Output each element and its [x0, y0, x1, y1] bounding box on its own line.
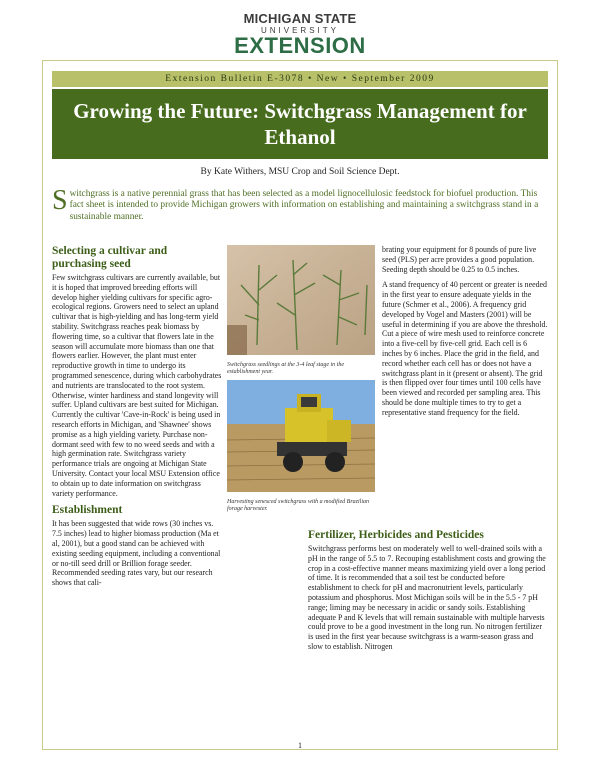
heading-fertilizer: Fertilizer, Herbicides and Pesticides: [308, 529, 484, 541]
logo-line-3: EXTENSION: [234, 33, 366, 58]
msu-extension-logo: [230, 12, 370, 57]
intro-paragraph: [52, 185, 546, 223]
bulletin-bar: Extension Bulletin E-3078 • New • September 2009: [52, 71, 548, 87]
fertilizer-body: Switchgrass performs best on moderately well to well-drained soils with a pH in the range of 5.5 to 7. Recouping establishment costs and growing the crop in a cost-effective manner means maximizing yield over a long period of time. It is recommended that a soil test be conducted before establishment to check for pH and macronutrient levels, particularly potassium and phosphorus. Most Michigan soils will be in the 5.5 - 7 pH range; liming may be necessary in acidic or sandy soils. Establishing adequate P and K levels that will remain sustainable with multiple harvests could prove to be a good investment in the long run. No nitrogen fertilizer is used in the first year because switchgrass is a warm-season grass and slow to establish. Nitrogen: [308, 544, 546, 651]
intro-text: witchgrass is a native perennial grass that has been selected as a model lignocellulosic feedstock for biofuel production. This fact sheet is intended to provide Michigan growers with information on establishing and maintaining a switchgrass stand in a sustainable manner.: [69, 189, 539, 222]
establishment-body: It has been suggested that wide rows (30 inches vs. 7.5 inches) lead to higher biomass production (Ma et al, 2001), but a good stand can be achieved with existing seeding equipment, including a conventional or no-till seed drill or Brillion forage seeder. Recommended seeding rates vary, but our research shows that cali-: [52, 519, 221, 588]
page-title: Growing the Future: Switchgrass Management for Ethanol: [52, 89, 548, 159]
drop-cap: S: [52, 185, 68, 216]
fertilizer-section: [308, 529, 548, 658]
heading-selecting-cultivar: Selecting a cultivar and purchasing seed: [52, 245, 168, 270]
column-right-top: [382, 245, 548, 424]
heading-establishment: Establishment: [52, 504, 123, 517]
logo-line-2: UNIVERSITY: [260, 26, 339, 35]
seedlings-photo: [227, 245, 375, 360]
selecting-cultivar-body: Few switchgrass cultivars are currently available, but it is hoped that improved breeding efforts will develop higher yielding cultivars for specific agro-ecological regions. Growers need to select an upland cultivar that is high-yielding and has long-term yield stability. Switchgrass reaches peak biomass by flowering time, so a cultivar that flowers late in the season will accumulate more biomass than one that flowers earlier. However, the plant must enter reproductive growth in time to undergo its programmed senescence, during which carbohydrates and nutrients are translocated to the root system. Otherwise, winter hardiness and stand longevity will suffer. Upland cultivars are best suited for Michigan. Currently the cultivar 'Cave-in-Rock' is being used in research efforts in Michigan, and 'Shawnee' shows promise as a high yielding variety. Purchase non-dormant seed with few to no weed seeds and with a high germination rate. Switchgrass variety performance trials are ongoing at Michigan State University. Contact your local MSU Extension office to obtain up to date information on switchgrass variety performance.: [52, 273, 222, 498]
harvester-photo: [227, 380, 375, 497]
byline: By Kate Withers, MSU Crop and Soil Science Dept.: [200, 167, 400, 177]
harvester-caption: Harvesting senesced switchgrass with a modified Brazilian forage harvester.: [227, 499, 369, 512]
seeding-rate-body: brating your equipment for 8 pounds of pure live seed (PLS) per acre provides a good population. Seeding depth should be 0.25 to 0.5 inches.: [382, 245, 537, 274]
seedlings-caption: Switchgrass seedlings at the 3-4 leaf stage in the establishment year.: [227, 362, 344, 375]
logo-line-1: MICHIGAN STATE: [243, 11, 357, 26]
page-number: 1: [298, 741, 302, 750]
column-photos: [227, 245, 375, 517]
stand-frequency-body: A stand frequency of 40 percent or greater is needed in the first year to ensure adequate yields in the future (Schmer et al., 2006). A frequency grid developed by Vogel and Masters (2001) will be useful in determining if you are above the threshold. Cut a piece of wire mesh used to reinforce concrete into a five-cell by five-cell grid. Each cell is 6 inches by 6 inches. Place the grid in the field, and record whether each cell has or does not have a switchgrass plant in it (present or absent). The grid is then flipped over four times until 100 cells have been viewed and recorded per sampling area. This should be done multiple times to try to get a representative stand frequency for the field.: [382, 280, 548, 417]
column-left: [52, 245, 222, 594]
